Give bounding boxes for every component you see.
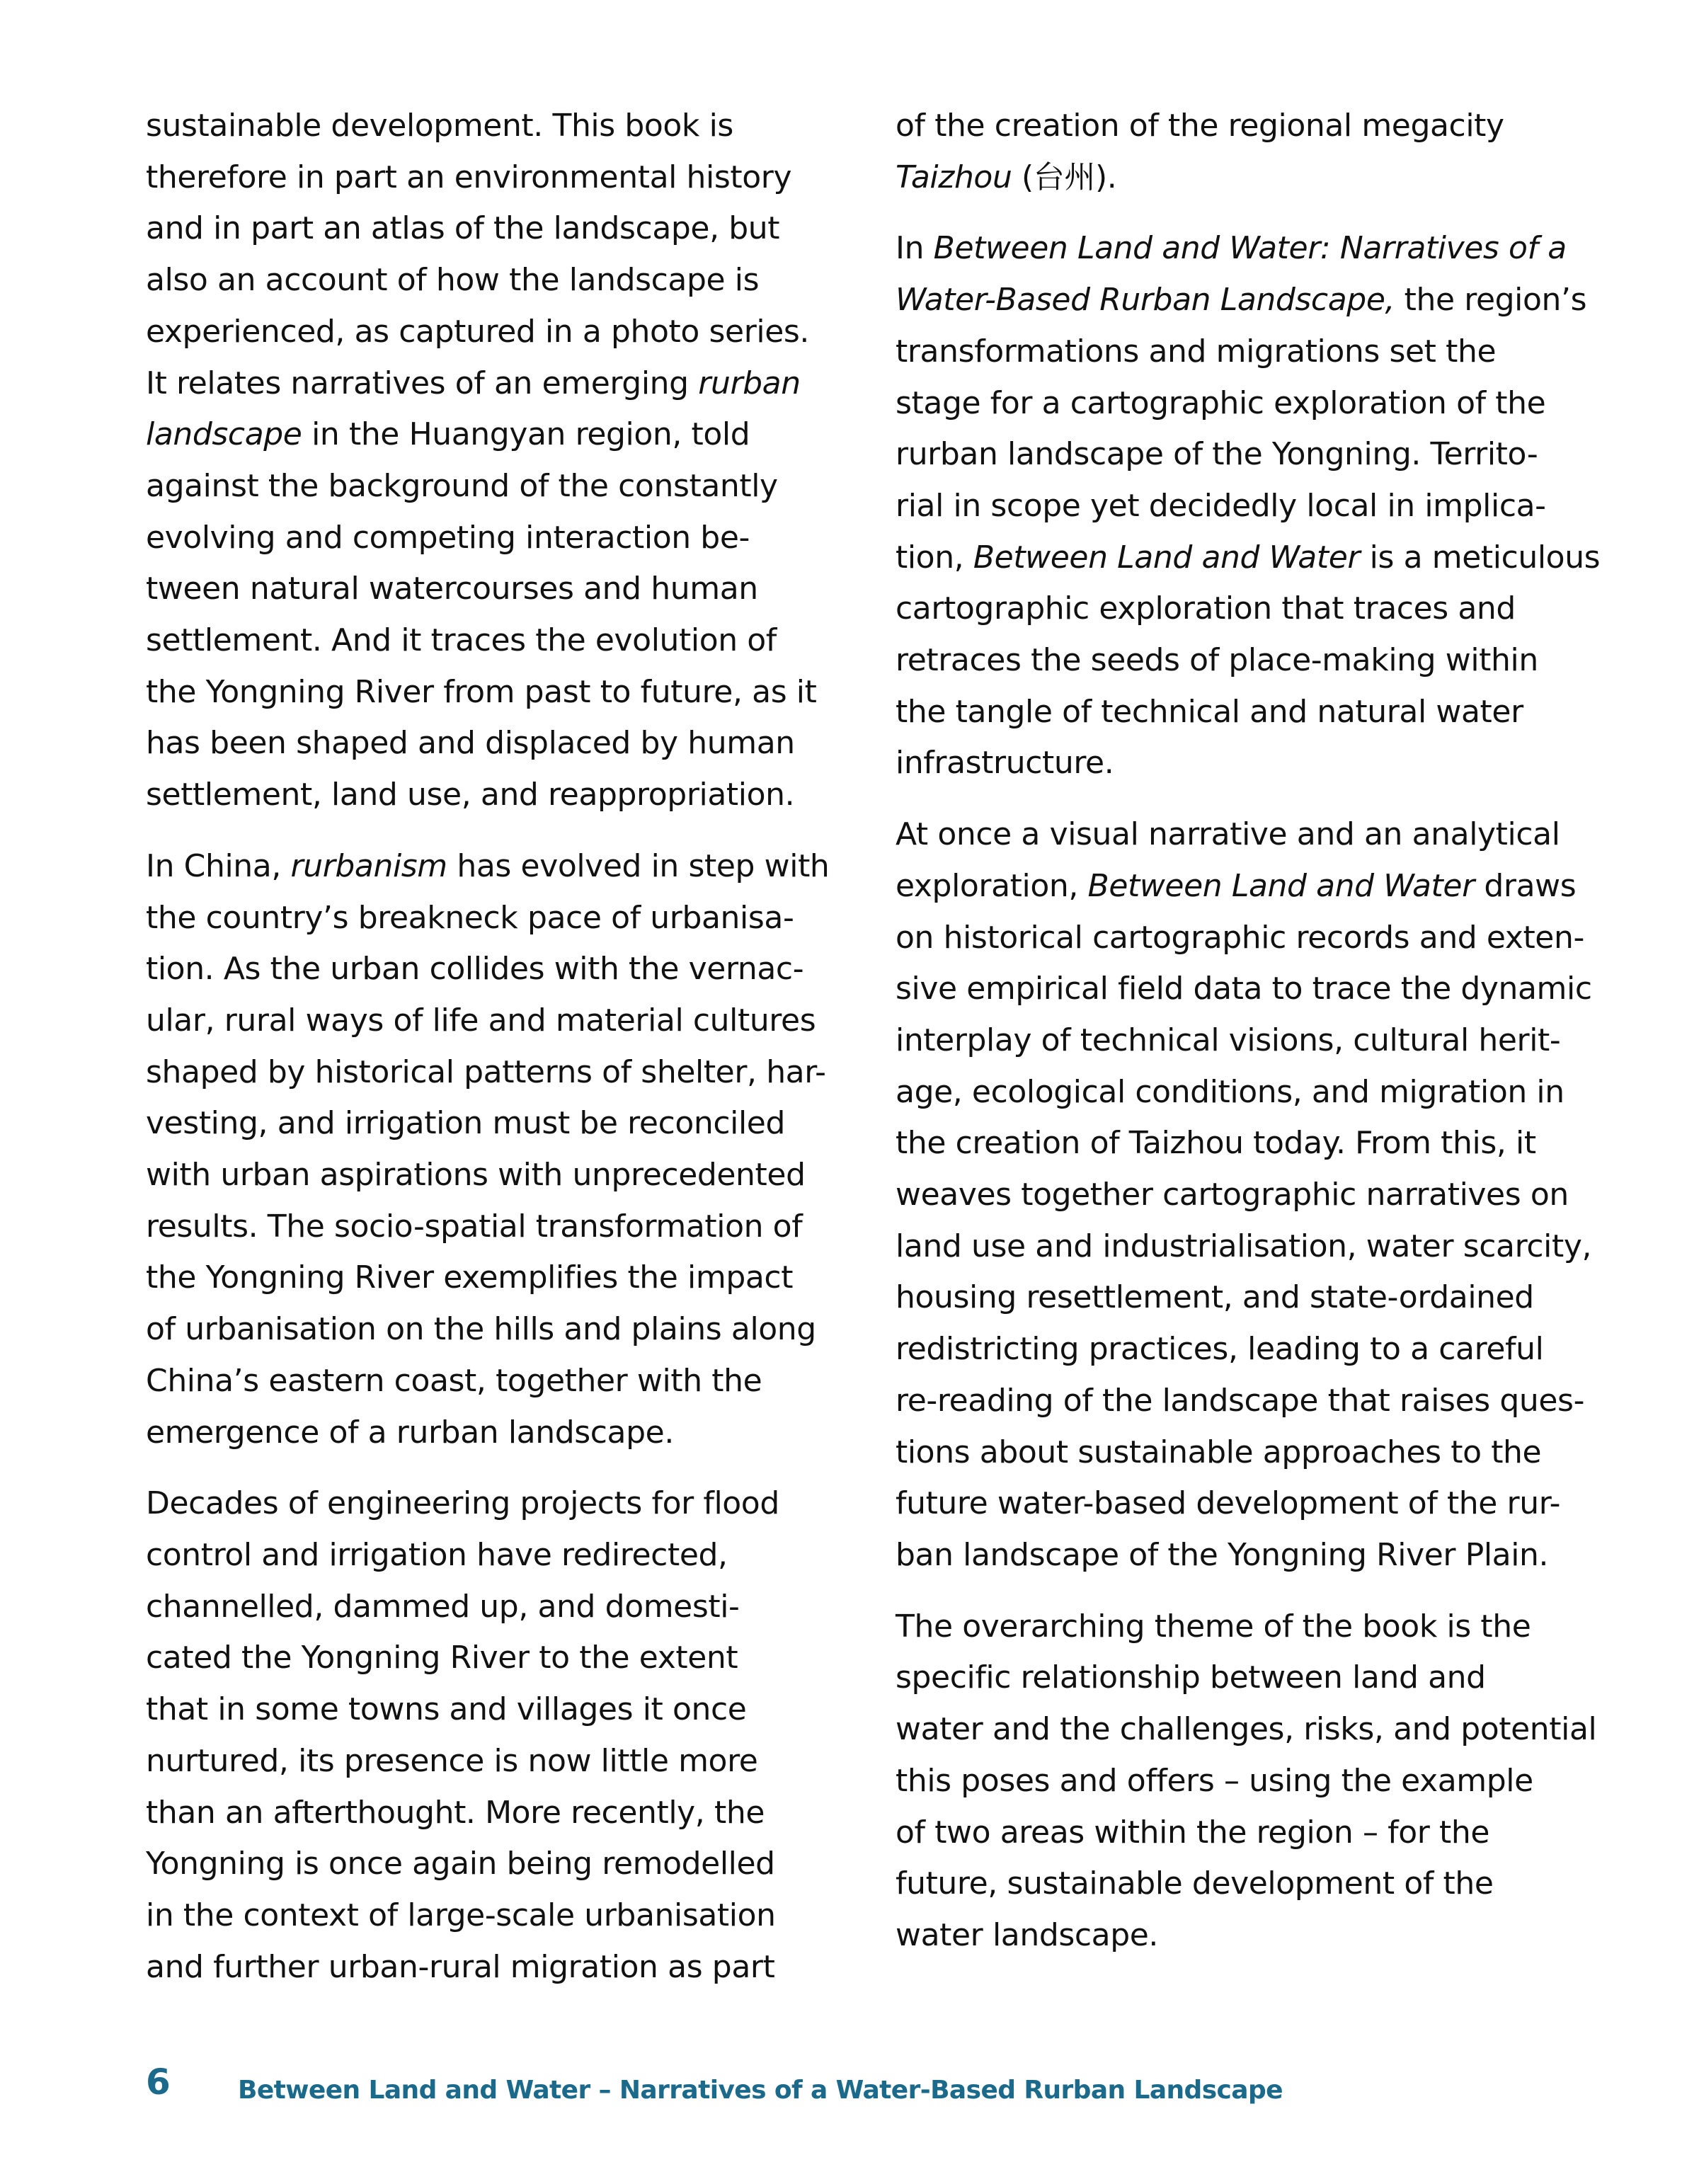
text-run: sustainable development. This book is: [146, 108, 733, 144]
text-run: in the Huangyan region, told: [302, 416, 750, 453]
paragraph: [146, 841, 861, 1458]
text-run: interplay of technical visions, cultural herit-: [896, 1022, 1561, 1058]
text-line: [896, 687, 1611, 738]
text-run: that in some towns and villages it once: [146, 1691, 747, 1728]
text-line: [146, 1047, 861, 1099]
text-run: In China,: [146, 847, 291, 884]
text-run: land use and industrialisation, water scarcity,: [896, 1228, 1592, 1264]
text-line: [146, 1633, 861, 1684]
text-line: [896, 738, 1611, 789]
text-line: [146, 1788, 861, 1839]
text-line: [896, 481, 1611, 532]
text-run: therefore in part an environmental history: [146, 159, 792, 195]
text-line: [896, 532, 1611, 584]
text-line: [146, 841, 861, 893]
text-run: and in part an atlas of the landscape, but: [146, 210, 780, 247]
text-line: [146, 513, 861, 564]
text-run: of the creation of the regional megacity: [896, 108, 1504, 144]
text-run: rial in scope yet decidedly local in implica-: [896, 487, 1546, 524]
text-run: housing resettlement, and state-ordained: [896, 1279, 1534, 1316]
text-run: with urban aspirations with unprecedented: [146, 1157, 806, 1194]
text-run: In: [896, 230, 934, 267]
text-run: re-reading of the landscape that raises ques-: [896, 1382, 1585, 1419]
text-line: [896, 861, 1611, 913]
text-line: [146, 203, 861, 255]
text-line: [896, 378, 1611, 430]
text-line: [146, 1478, 861, 1530]
text-line: [146, 1736, 861, 1788]
text-run: experienced, as captured in a photo series.: [146, 313, 810, 350]
text-line: [896, 429, 1611, 481]
text-run: emergence of a rurban landscape.: [146, 1414, 674, 1451]
text-run: cartographic exploration that traces and: [896, 590, 1516, 627]
text-line: [896, 1324, 1611, 1376]
text-line: [146, 1150, 861, 1201]
text-run: the region’s: [1395, 282, 1587, 319]
text-line: [146, 718, 861, 770]
text-line: [896, 101, 1611, 152]
text-run: in the context of large-scale urbanisation: [146, 1897, 776, 1933]
text-line: [896, 1221, 1611, 1273]
text-line: [896, 1807, 1611, 1859]
text-run: tion,: [896, 539, 973, 576]
text-run: the country’s breakneck pace of urbanisa-: [146, 899, 794, 936]
text-run: cated the Yongning River to the extent: [146, 1640, 738, 1676]
text-run: the Yongning River exemplifies the impact: [146, 1259, 794, 1296]
text-run: tion. As the urban collides with the vernac-: [146, 951, 804, 988]
text-run: stage for a cartographic exploration of the: [896, 384, 1546, 421]
italic-run: Between Land and Water: [1087, 867, 1475, 904]
text-run: is a meticulous: [1360, 539, 1601, 576]
text-run: draws: [1474, 867, 1577, 904]
text-run: rurban landscape of the Yongning. Territo-: [896, 436, 1538, 473]
text-line: [146, 307, 861, 358]
text-line: [146, 1890, 861, 1942]
italic-run: Taizhou: [896, 159, 1012, 195]
text-run: results. The socio-spatial transformation of: [146, 1208, 803, 1245]
text-line: [896, 964, 1611, 1015]
text-run: control and irrigation have redirected,: [146, 1536, 728, 1573]
text-line: [146, 1252, 861, 1304]
text-line: [146, 770, 861, 821]
text-line: [146, 1356, 861, 1407]
text-line: [896, 1910, 1611, 1962]
italic-run: rurbanism: [290, 847, 447, 884]
text-run: age, ecological conditions, and migration in: [896, 1073, 1564, 1110]
text-line: [146, 1942, 861, 1994]
text-run: future, sustainable development of the: [896, 1865, 1494, 1902]
text-line: [146, 1098, 861, 1150]
text-line: [896, 1376, 1611, 1427]
italic-run: Water-Based Rurban Landscape,: [896, 282, 1395, 319]
italic-run: Between Land and Water: [973, 539, 1361, 576]
text-line: [896, 275, 1611, 326]
italic-run: Between Land and Water: Narratives of a: [933, 230, 1567, 267]
text-run: specific relationship between land and: [896, 1659, 1486, 1696]
text-run: vesting, and irrigation must be reconciled: [146, 1105, 786, 1142]
right-column: [896, 101, 1611, 1982]
text-line: [896, 1478, 1611, 1530]
text-line: [896, 1170, 1611, 1221]
text-run: The overarching theme of the book is the: [896, 1608, 1531, 1645]
text-run: water and the challenges, risks, and potential: [896, 1711, 1597, 1748]
text-run: Decades of engineering projects for flood: [146, 1485, 779, 1522]
text-line: [146, 1201, 861, 1253]
text-line: [146, 893, 861, 944]
italic-run: landscape: [146, 416, 302, 453]
italic-run: rurban: [698, 365, 801, 401]
text-run: redistricting practices, leading to a careful: [896, 1331, 1544, 1368]
text-line: [896, 635, 1611, 687]
text-line: [146, 667, 861, 719]
text-run: has evolved in step with: [447, 847, 830, 884]
text-line: [896, 223, 1611, 275]
text-line: [896, 1272, 1611, 1324]
text-line: [146, 1839, 861, 1890]
paragraph: [896, 809, 1611, 1582]
text-run: (台州).: [1012, 159, 1117, 195]
text-run: this poses and offers – using the example: [896, 1762, 1533, 1799]
paragraph: [146, 101, 861, 821]
text-run: sive empirical field data to trace the dynamic: [896, 971, 1592, 1007]
text-line: [896, 913, 1611, 964]
text-run: and further urban-rural migration as part: [146, 1948, 775, 1985]
text-run: China’s eastern coast, together with the: [146, 1362, 762, 1399]
text-run: retraces the seeds of place-making within: [896, 642, 1538, 679]
text-line: [896, 326, 1611, 378]
text-line: [896, 1601, 1611, 1653]
text-run: tween natural watercourses and human: [146, 571, 758, 607]
text-run: future water-based development of the rur-: [896, 1485, 1561, 1522]
text-run: of two areas within the region – for the: [896, 1814, 1490, 1851]
text-line: [896, 1067, 1611, 1119]
paragraph: [896, 101, 1611, 203]
text-line: [146, 1304, 861, 1356]
text-run: the Yongning River from past to future, as it: [146, 673, 817, 710]
text-run: has been shaped and displaced by human: [146, 725, 795, 762]
text-run: than an afterthought. More recently, the: [146, 1794, 765, 1831]
paragraph: [146, 1478, 861, 1993]
text-line: [146, 409, 861, 461]
text-line: [896, 152, 1611, 204]
text-line: [146, 101, 861, 152]
text-run: settlement, land use, and reappropriation.: [146, 777, 795, 813]
text-line: [146, 1684, 861, 1736]
text-line: [146, 152, 861, 204]
text-run: Yongning is once again being remodelled: [146, 1846, 775, 1882]
text-run: transformations and migrations set the: [896, 333, 1497, 370]
text-run: on historical cartographic records and exten-: [896, 919, 1584, 956]
text-line: [146, 1407, 861, 1459]
text-line: [146, 1530, 861, 1582]
text-line: [146, 615, 861, 667]
page-number: 6: [146, 2062, 171, 2103]
text-line: [146, 564, 861, 615]
text-line: [896, 809, 1611, 861]
text-run: It relates narratives of an emerging: [146, 365, 699, 401]
text-line: [896, 1756, 1611, 1807]
text-line: [146, 255, 861, 307]
text-run: also an account of how the landscape is: [146, 262, 760, 299]
text-line: [146, 995, 861, 1047]
text-line: [146, 1582, 861, 1633]
text-run: At once a visual narrative and an analytical: [896, 816, 1560, 853]
text-run: evolving and competing interaction be-: [146, 519, 750, 556]
text-run: shaped by historical patterns of shelter, har-: [146, 1053, 826, 1090]
text-run: channelled, dammed up, and domesti-: [146, 1588, 740, 1625]
text-run: against the background of the constantly: [146, 467, 778, 504]
text-run: ban landscape of the Yongning River Plain.: [896, 1536, 1549, 1573]
text-line: [896, 1652, 1611, 1704]
text-line: [896, 1858, 1611, 1910]
text-run: settlement. And it traces the evolution of: [146, 622, 777, 659]
text-line: [146, 358, 861, 410]
running-title: Between Land and Water – Narratives of a Water-Based Rurban Landscape: [238, 2076, 1283, 2105]
text-run: infrastructure.: [896, 745, 1114, 782]
paragraph: [896, 223, 1611, 789]
paragraph: [896, 1601, 1611, 1962]
text-line: [896, 583, 1611, 635]
text-line: [896, 1530, 1611, 1582]
text-line: [896, 1015, 1611, 1067]
text-run: tions about sustainable approaches to the: [896, 1434, 1542, 1470]
text-run: nurtured, its presence is now little more: [146, 1742, 758, 1779]
text-run: weaves together cartographic narratives on: [896, 1177, 1569, 1213]
text-run: ular, rural ways of life and material cultures: [146, 1002, 816, 1039]
text-run: the tangle of technical and natural water: [896, 693, 1523, 730]
text-line: [896, 1118, 1611, 1170]
text-line: [896, 1704, 1611, 1756]
text-line: [896, 1427, 1611, 1479]
text-run: the creation of Taizhou today. From this, it: [896, 1125, 1536, 1162]
text-line: [146, 461, 861, 513]
text-line: [146, 944, 861, 995]
text-run: water landscape.: [896, 1916, 1159, 1953]
text-run: exploration,: [896, 867, 1088, 904]
text-run: of urbanisation on the hills and plains along: [146, 1311, 816, 1348]
left-column: [146, 101, 861, 2013]
